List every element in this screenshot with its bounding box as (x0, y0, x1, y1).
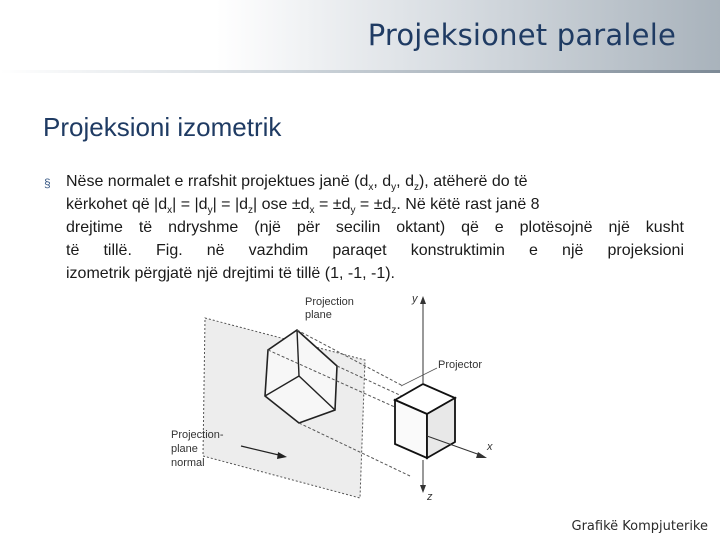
bullet-icon: § (44, 176, 51, 190)
header-bar (0, 0, 720, 70)
axis-label-z: z (427, 491, 433, 503)
isometric-projection-figure (165, 288, 535, 506)
paragraph-line-3: drejtime të ndryshme (një për secilin oktant) që e plotësojnë një kusht (66, 219, 684, 236)
slide-title: Projeksionet paralele (367, 18, 676, 52)
label-projection-plane-2: plane (305, 309, 332, 321)
label-projector: Projector (438, 359, 483, 371)
label-normal-2: plane (171, 443, 198, 455)
header-divider (0, 70, 720, 73)
label-projection-plane-1: Projection (305, 296, 354, 308)
body-paragraph (66, 170, 684, 285)
axis-x-arrow (476, 452, 487, 458)
label-normal-1: Projection- (171, 429, 224, 441)
paragraph-line-4: të tillë. Fig. në vazhdim paraqet konstruktimin e një projeksioni (66, 242, 684, 259)
paragraph-line-2: kërkohet që $|d_x| = |d_y| = |d_z|$ ose $\pm d_x = \pm d_y = \pm d_z$. Në këtë rast janë 8 (66, 196, 540, 217)
axis-label-x: x (487, 441, 493, 453)
label-normal-3: normal (171, 457, 205, 469)
projector-pointer-line (401, 368, 437, 386)
axis-label-y: y (412, 293, 418, 305)
paragraph-line-1: Nëse normalet e rrafshit projektues janë ($d_x$, $d_y$, $d_z$), atëherë do të (66, 173, 528, 194)
axis-z-arrow (420, 485, 426, 493)
axis-y-arrow (420, 296, 426, 304)
section-heading: Projeksioni izometrik (43, 112, 282, 142)
paragraph-line-5: izometrik përgjatë një drejtimi të tillë (1, -1, -1). (66, 265, 395, 282)
footer-course-name: Grafikë Kompjuterike (571, 519, 708, 534)
